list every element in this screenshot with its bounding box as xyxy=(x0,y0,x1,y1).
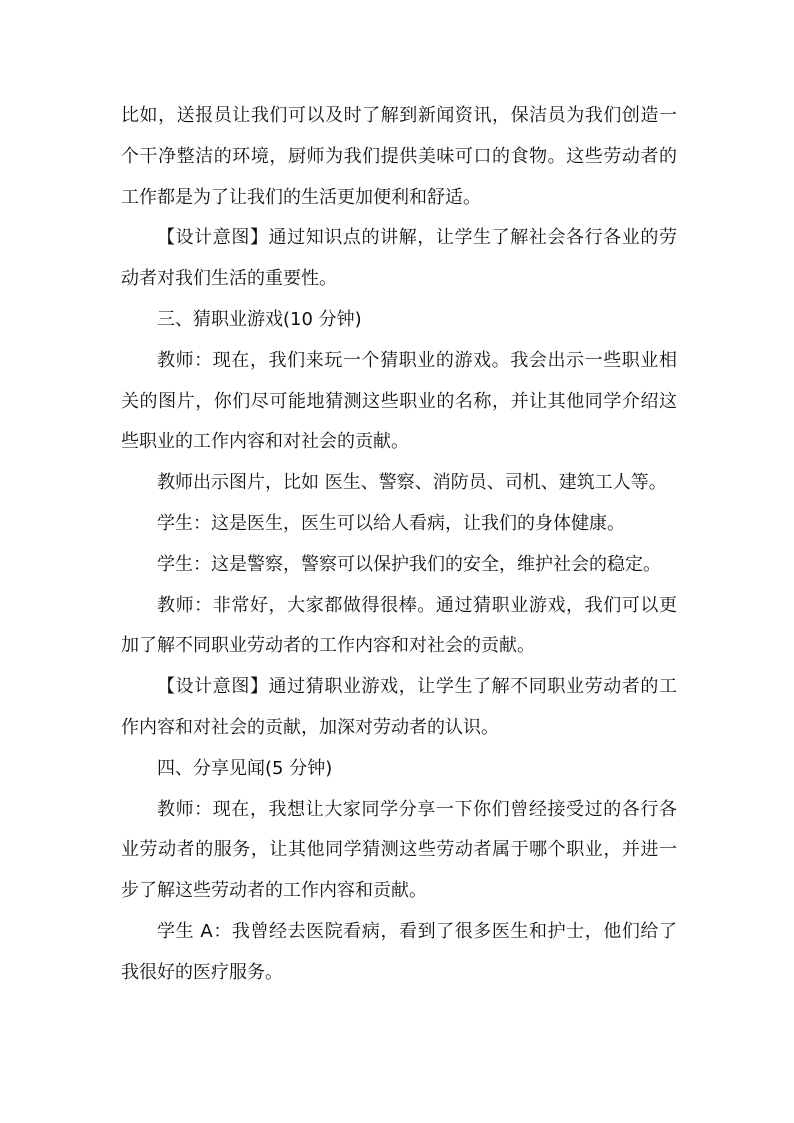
paragraph-continuation: 比如，送报员让我们可以及时了解到新闻资讯，保洁员为我们创造一个干净整洁的环境，厨师为我们提供美味可口的食物。这些劳动者的工作都是为了让我们的生活更加便利和舒适。 xyxy=(121,105,677,208)
paragraph-student-a: 学生 A：我曾经去医院看病，看到了很多医生和护士，他们给了我很好的医疗服务。 xyxy=(121,920,677,983)
paragraph-student-doctor: 学生：这是医生，医生可以给人看病，让我们的身体健康。 xyxy=(157,512,625,534)
paragraph-teacher-2: 教师：非常好，大家都做得很棒。通过猜职业游戏，我们可以更加了解不同职业劳动者的工作内容和对社会的贡献。 xyxy=(121,594,677,657)
paragraph-student-police: 学生：这是警察，警察可以保护我们的安全，维护社会的稳定。 xyxy=(157,553,661,575)
paragraph-design-intent-1: 【设计意图】通过知识点的讲解，让学生了解社会各行各业的劳动者对我们生活的重要性。 xyxy=(121,227,677,290)
document-body xyxy=(121,96,677,994)
paragraph-teacher-3: 教师：现在，我想让大家同学分享一下你们曾经接受过的各行各业劳动者的服务，让其他同学猜测这些劳动者属于哪个职业，并进一步了解这些劳动者的工作内容和贡献。 xyxy=(121,798,677,902)
section-heading-guess-game: 三、猜职业游戏(10 分钟) xyxy=(157,308,362,330)
section-heading-share: 四、分享见闻(5 分钟) xyxy=(157,757,333,779)
paragraph-teacher-1: 教师：现在，我们来玩一个猜职业的游戏。我会出示一些职业相关的图片，你们尽可能地猜测这些职业的名称，并让其他同学介绍这些职业的工作内容和对社会的贡献。 xyxy=(121,349,677,453)
paragraph-teacher-shows-pictures: 教师出示图片，比如 医生、警察、消防员、司机、建筑工人等。 xyxy=(157,472,667,494)
paragraph-design-intent-2: 【设计意图】通过猜职业游戏，让学生了解不同职业劳动者的工作内容和对社会的贡献，加深对劳动者的认识。 xyxy=(121,676,677,738)
